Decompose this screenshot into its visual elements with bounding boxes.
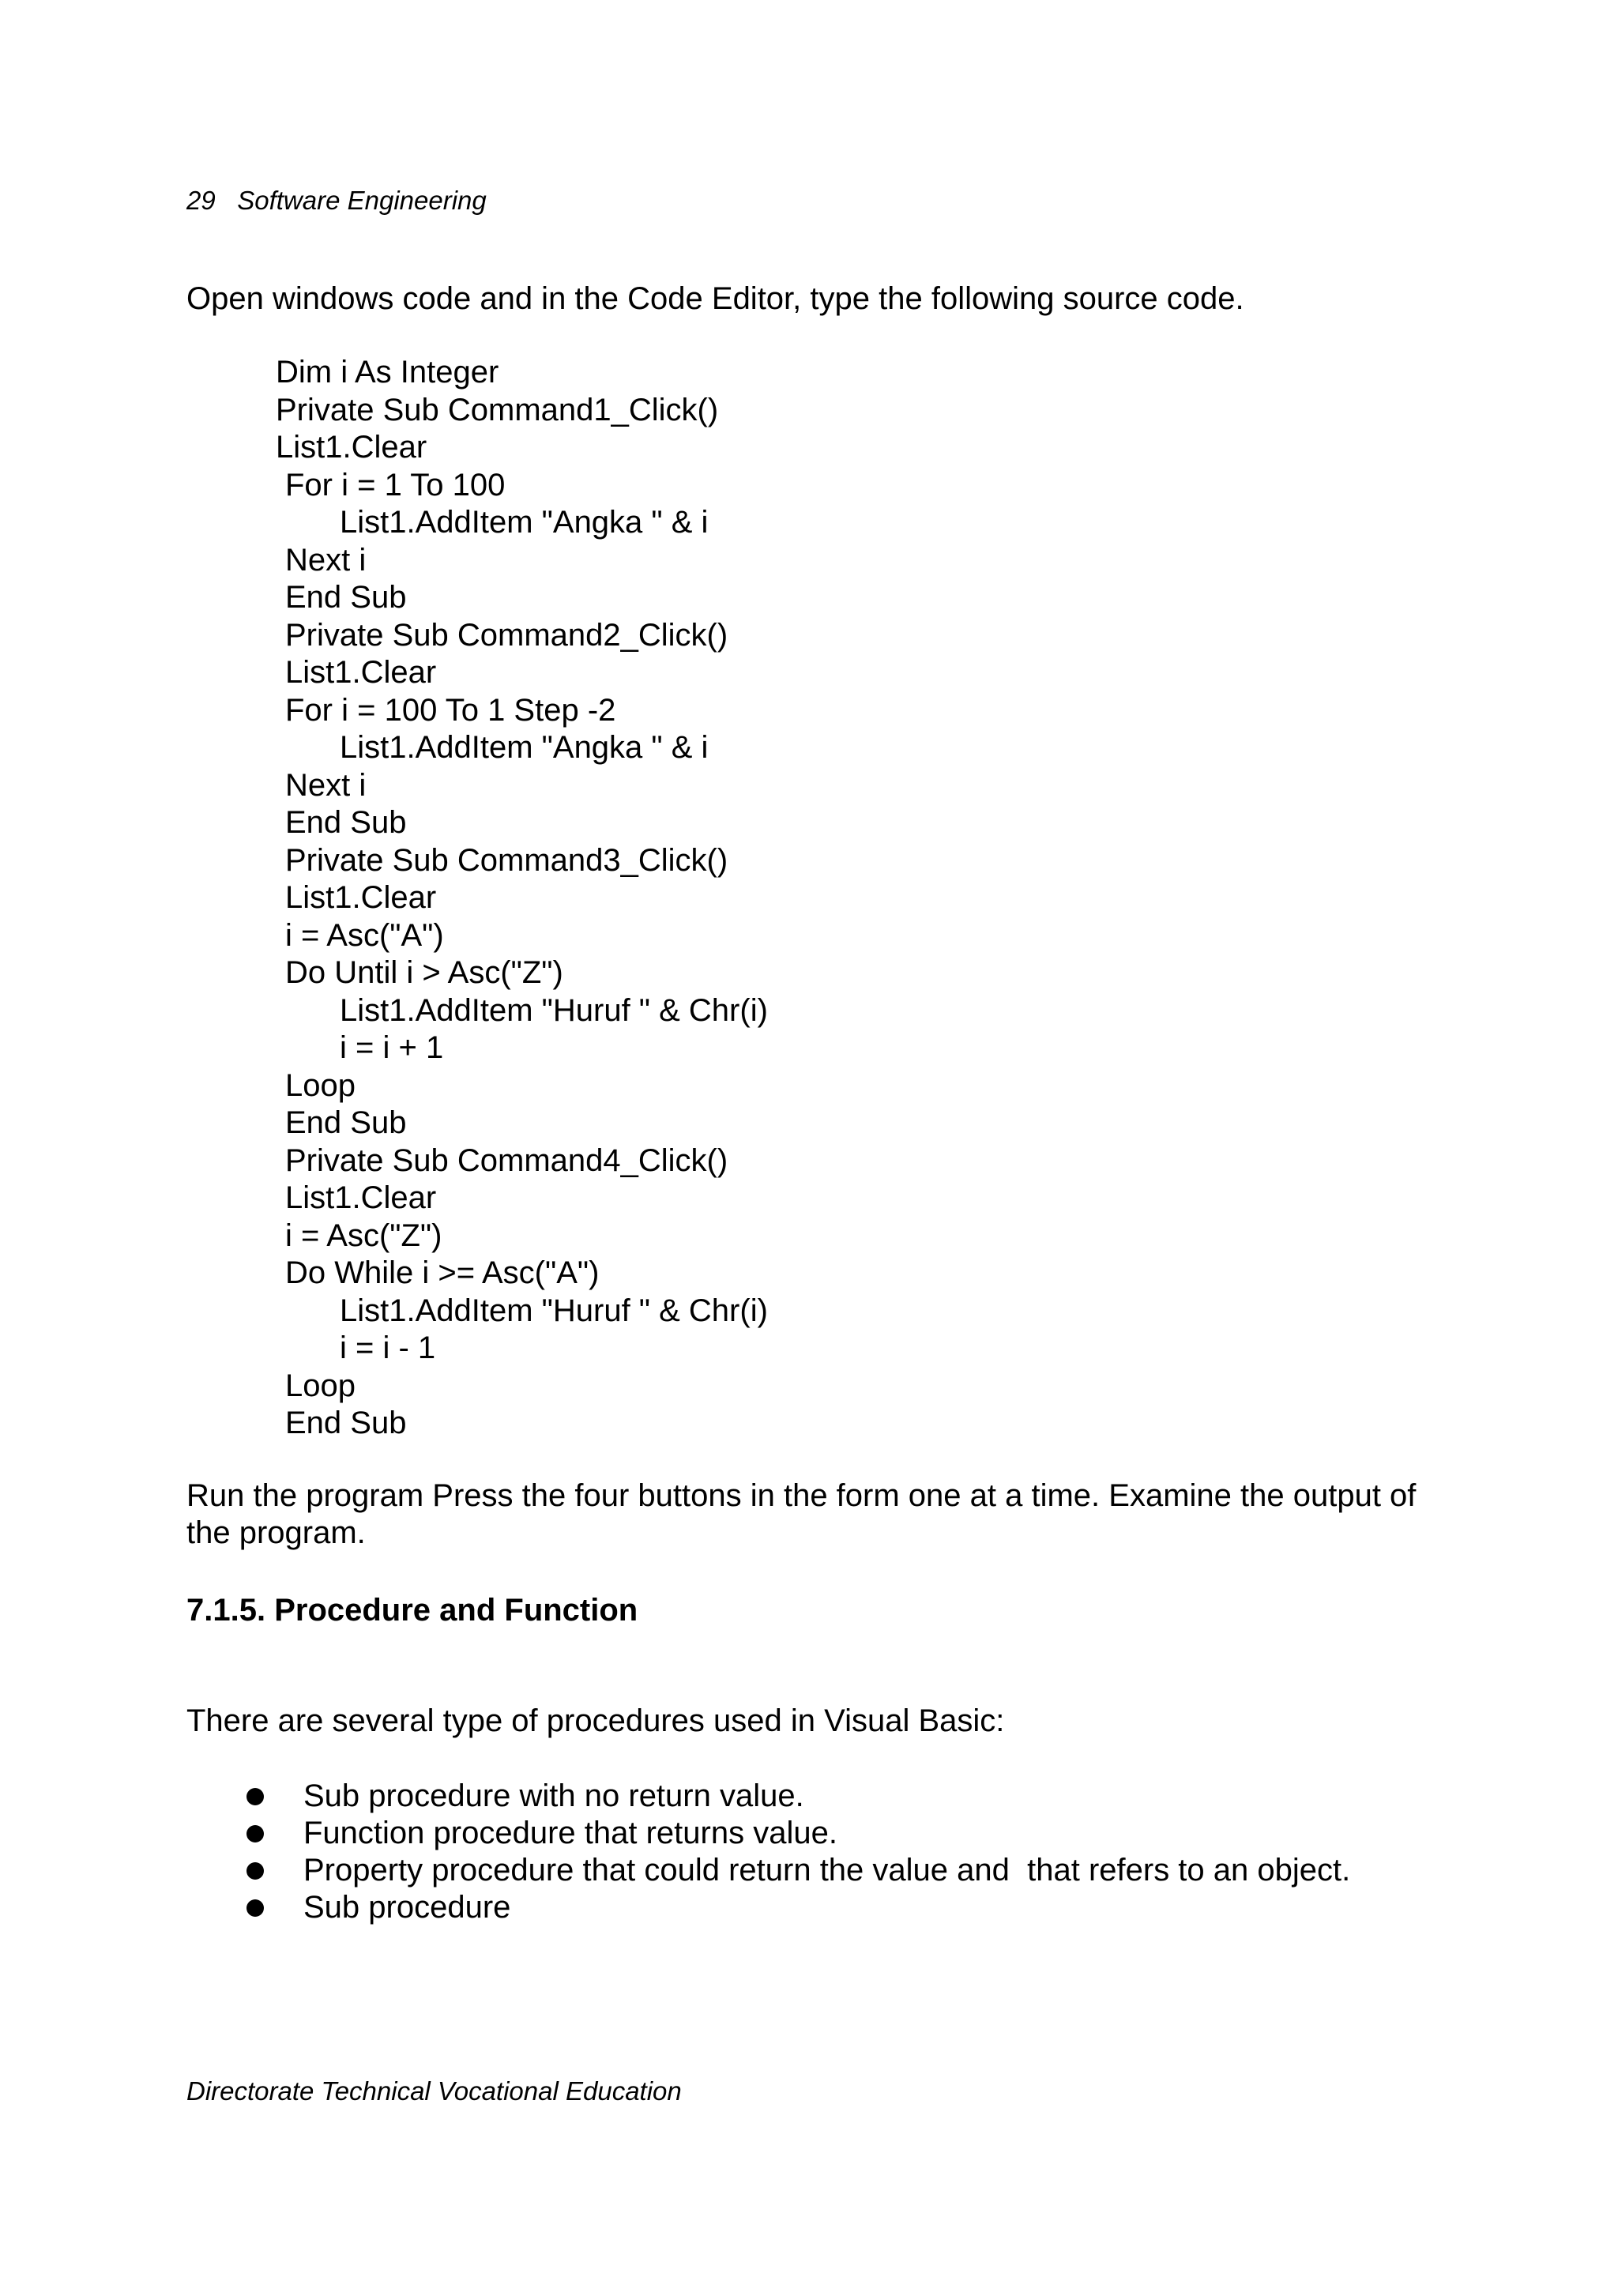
code-line: End Sub [285, 805, 407, 840]
list-item [0, 1889, 1501, 1926]
page-footer: Directorate Technical Vocational Education [186, 2076, 682, 2106]
code-line: Private Sub Command4_Click() [285, 1142, 728, 1178]
list-item-text: Sub procedure [303, 1890, 511, 1925]
code-line: Private Sub Command1_Click() [276, 392, 719, 427]
code-line: For i = 100 To 1 Step -2 [285, 692, 616, 728]
code-line: Private Sub Command2_Click() [285, 617, 728, 653]
running-title: Software Engineering [237, 186, 487, 215]
code-line: i = i - 1 [340, 1331, 436, 1365]
code-line: Do While i >= Asc("A") [285, 1255, 600, 1290]
code-line: List1.AddItem "Huruf " & Chr(i) [340, 992, 768, 1028]
code-line: i = Asc("Z") [285, 1218, 442, 1253]
code-line: Next i [285, 542, 367, 578]
bullet-icon [246, 1825, 264, 1842]
list-item [0, 1852, 1501, 1889]
list-item-text: Sub procedure with no return value. [303, 1778, 804, 1813]
procedure-types-intro: There are several type of procedures used in Visual Basic: [186, 1703, 1005, 1738]
code-line: End Sub [285, 1105, 407, 1140]
code-line: Loop [285, 1067, 356, 1103]
code-line: List1.Clear [276, 430, 427, 465]
section-heading: 7.1.5. Procedure and Function [186, 1593, 638, 1628]
code-line: List1.Clear [285, 655, 437, 690]
code-line: Loop [285, 1368, 356, 1403]
list-item-text: Function procedure that returns value. [303, 1816, 837, 1850]
bullet-icon [246, 1788, 264, 1805]
bullet-icon [246, 1899, 264, 1917]
list-item [0, 1778, 1501, 1815]
list-item-text: Property procedure that could return the value and that refers to an object. [303, 1853, 1351, 1888]
code-line: i = Asc("A") [285, 917, 444, 953]
code-line: Dim i As Integer [276, 355, 499, 390]
intro-paragraph: Open windows code and in the Code Editor, type the following source code. [186, 281, 1244, 316]
page-number: 29 [186, 186, 216, 215]
list-item [0, 1815, 1501, 1852]
code-line: For i = 1 To 100 [285, 467, 506, 502]
code-line: List1.AddItem "Angka " & i [340, 730, 709, 765]
code-line: End Sub [285, 1406, 407, 1440]
code-line: Do Until i > Asc("Z") [285, 955, 563, 990]
code-line: End Sub [285, 580, 407, 615]
page-header [186, 183, 487, 218]
bullet-icon [246, 1862, 264, 1880]
code-line: Private Sub Command3_Click() [285, 842, 728, 878]
code-line: List1.AddItem "Huruf " & Chr(i) [340, 1293, 768, 1328]
code-line: List1.Clear [285, 880, 437, 915]
code-line: List1.AddItem "Angka " & i [340, 505, 709, 540]
code-line: List1.Clear [285, 1180, 437, 1215]
code-line: i = i + 1 [340, 1030, 444, 1065]
code-line: Next i [285, 767, 367, 803]
run-instructions-paragraph: Run the program Press the four buttons in the form one at a time. Examine the output of the program. [186, 1478, 1417, 1550]
